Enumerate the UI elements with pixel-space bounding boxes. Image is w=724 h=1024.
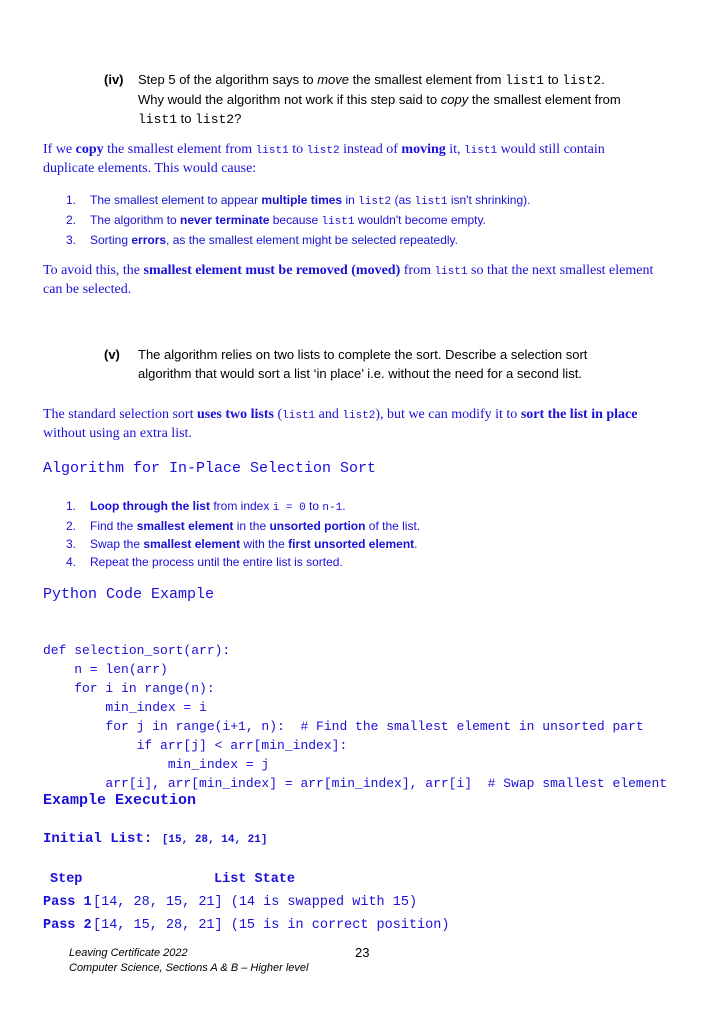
table-header-step: Step xyxy=(50,872,83,887)
list-item: 2. The algorithm to never terminate because list1 wouldn't become empty. xyxy=(66,213,486,228)
answer-iv-conclusion: To avoid this, the smallest element must be removed (moved) from list1 so that the next smallest element can be selected. xyxy=(43,263,654,297)
answer-v-intro: The standard selection sort uses two lists (list1 and list2), but we can modify it to sort the list in place without using an extra list. xyxy=(43,407,638,441)
list-item: 3. Sorting errors, as the smallest element might be selected repeatedly. xyxy=(66,233,458,247)
list-item: 3. Swap the smallest element with the first unsorted element. xyxy=(66,537,418,551)
code-line: n = len(arr) xyxy=(43,662,168,677)
answer-iv-list xyxy=(66,191,686,249)
section-heading-python-code: Python Code Example xyxy=(43,586,215,603)
footer-subject: Computer Science, Sections A & B – Higher level xyxy=(69,962,309,974)
list-item: 4. Repeat the process until the entire list is sorted. xyxy=(66,555,343,569)
code-line: for j in range(i+1, n): # Find the smallest element in unsorted part xyxy=(43,719,644,734)
question-v-text: The algorithm relies on two lists to complete the sort. Describe a selection sort algorithm that would sort a list ‘in place’ i.e. without the need for a second list. xyxy=(138,347,588,381)
question-iv-line3: list1 to list2? xyxy=(138,111,242,127)
question-iv-line2: Why would the algorithm not work if this step said to copy the smallest element from xyxy=(138,92,621,107)
code-line: min_index = j xyxy=(43,757,270,772)
answer-iv-intro: If we copy the smallest element from list1 to list2 instead of moving it, list1 would still contain duplicate elements. This would cause: xyxy=(43,142,605,176)
question-label-iv: (iv) xyxy=(104,72,124,87)
code-line: def selection_sort(arr): xyxy=(43,643,231,658)
question-label-v: (v) xyxy=(104,347,120,362)
list-item: 1. Loop through the list from index i = 0 to n-1. xyxy=(66,499,346,514)
initial-list-value: [15, 28, 14, 21] xyxy=(161,834,268,846)
question-iv-line1: Step 5 of the algorithm says to move the smallest element from list1 to list2. xyxy=(138,72,605,88)
footer-exam-title: Leaving Certificate 2022 xyxy=(69,947,188,959)
question-iv-text xyxy=(138,70,698,129)
table-cell-state: [14, 15, 28, 21] (15 is in correct position) xyxy=(93,918,450,933)
section-heading-algorithm: Algorithm for In-Place Selection Sort xyxy=(43,460,377,477)
execution-table xyxy=(43,868,449,937)
table-cell-step: Pass 1 xyxy=(43,895,92,910)
table-cell-step: Pass 2 xyxy=(43,918,92,933)
page-number: 23 xyxy=(355,945,370,960)
algorithm-steps-list xyxy=(66,497,686,571)
table-row xyxy=(43,891,449,914)
list-item: 1. The smallest element to appear multiple times in list2 (as list1 isn't shrinking). xyxy=(66,193,531,208)
table-cell-state: [14, 28, 15, 21] (14 is swapped with 15) xyxy=(93,895,418,910)
section-heading-example: Example Execution xyxy=(43,792,197,809)
list-item: 2. Find the smallest element in the unsorted portion of the list. xyxy=(66,519,421,533)
code-line: if arr[j] < arr[min_index]: xyxy=(43,738,348,753)
initial-list xyxy=(43,829,267,847)
code-block xyxy=(43,622,667,812)
table-header xyxy=(43,868,449,891)
initial-list-label: Initial List: xyxy=(43,831,153,847)
table-header-state: List State xyxy=(214,872,296,887)
code-line: arr[i], arr[min_index] = arr[min_index], arr[i] # Swap smallest element xyxy=(43,776,668,791)
code-line: min_index = i xyxy=(43,700,207,715)
code-line: for i in range(n): xyxy=(43,681,215,696)
table-row xyxy=(43,914,449,937)
